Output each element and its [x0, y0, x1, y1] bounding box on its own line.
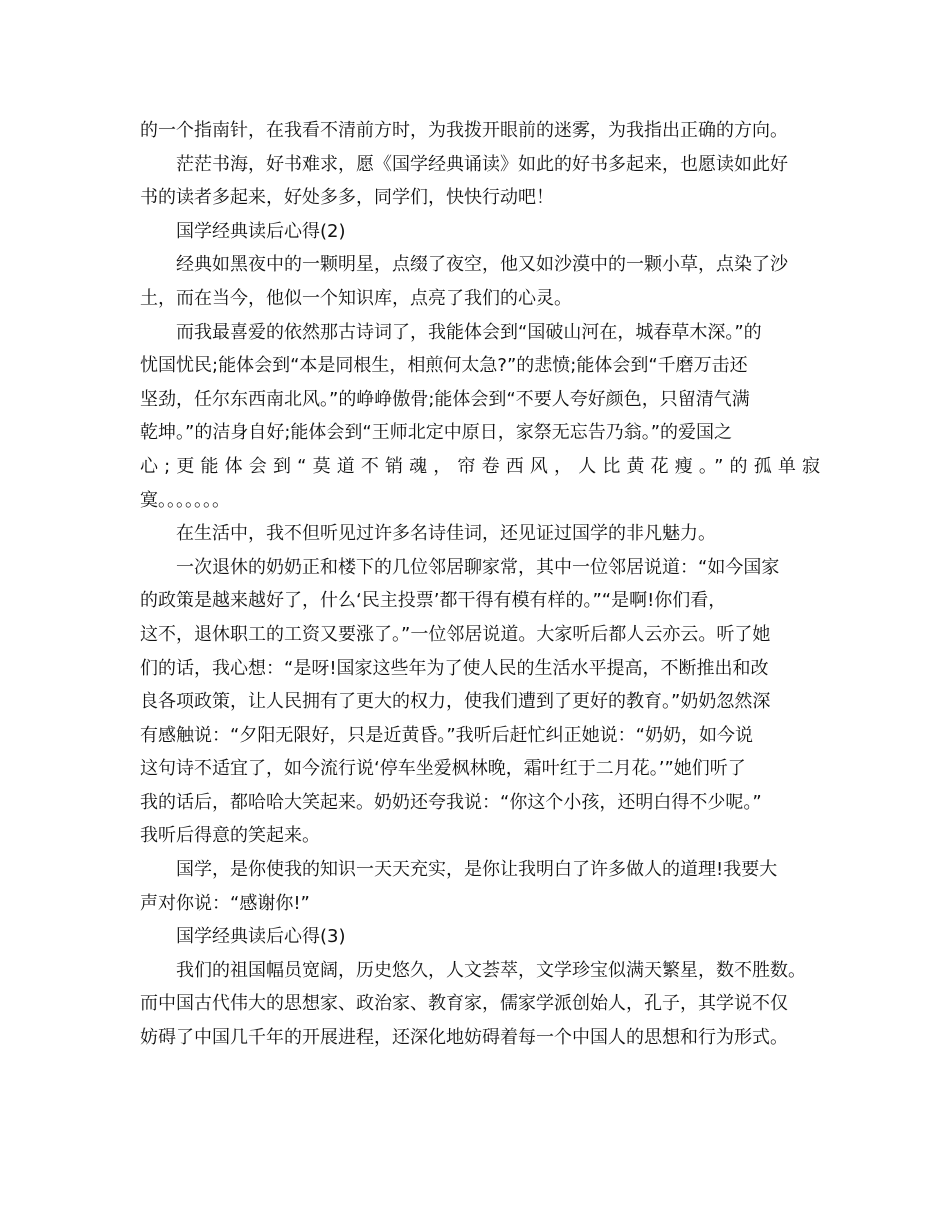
section-heading: 国学经典读后心得(3)	[176, 926, 346, 948]
text-line: 我的话后，都哈哈大笑起来。奶奶还夸我说：“你这个小孩，还明白得不少呢。”	[140, 791, 762, 813]
document-body	[140, 114, 820, 1055]
text-line: 茫茫书海，好书难求，愿《国学经典诵读》如此的好书多起来，也愿读如此好	[176, 153, 788, 175]
text-line: 我听后得意的笑起来。	[140, 825, 320, 847]
text-line: 的政策是越来越好了，什么‘民主投票’都干得有模有样的。”“是啊!你们看，	[140, 590, 727, 612]
text-line: 心;更能体会到“莫道不销魂，帘卷西风，人比黄花瘦。”的孤单寂	[140, 455, 820, 477]
text-line: 书的读者多起来，好处多多，同学们，快快行动吧！	[140, 187, 554, 209]
text-line: 这句诗不适宜了，如今流行说‘停车坐爱枫林晚，霜叶红于二月花。’”她们听了	[140, 758, 746, 780]
text-line: 的一个指南针，在我看不清前方时，为我拨开眼前的迷雾，为我指出正确的方向。	[140, 120, 788, 141]
text-line: 经典如黑夜中的一颗明星，点缀了夜空，他又如沙漠中的一颗小草，点染了沙	[176, 254, 788, 276]
text-line: 们的话，我心想：“是呀!国家这些年为了使人民的生活水平提高，不断推出和改	[140, 657, 769, 679]
text-line: 而中国古代伟大的思想家、政治家、教育家，儒家学派创始人，孔子，其学说不仅	[140, 993, 788, 1015]
text-line: 土，而在当今，他似一个知识库，点亮了我们的心灵。	[140, 287, 572, 309]
text-line: 在生活中，我不但听见过许多名诗佳词，还见证过国学的非凡魅力。	[176, 523, 716, 545]
text-line: 而我最喜爱的依然那古诗词了，我能体会到“国破山河在，城春草木深。”的	[176, 321, 762, 343]
text-line: 寞。。。。。。。	[140, 489, 230, 511]
text-line: 良各项政策，让人民拥有了更大的权力，使我们遭到了更好的教育。”奶奶忽然深	[140, 691, 771, 713]
text-line: 一次退休的奶奶正和楼下的几位邻居聊家常，其中一位邻居说道：“如今国家	[176, 556, 780, 578]
text-line: 坚劲，任尔东西南北风。”的峥峥傲骨;能体会到“不要人夸好颜色，只留清气满	[140, 388, 750, 410]
section-heading: 国学经典读后心得(2)	[176, 220, 346, 242]
text-line: 乾坤。”的洁身自好;能体会到“王师北定中原日，家祭无忘告乃翁。”的爱国之	[140, 422, 733, 444]
text-line: 忧国忧民;能体会到“本是同根生，相煎何太急?”的悲愤;能体会到“千磨万击还	[140, 355, 748, 377]
text-line: 国学，是你使我的知识一天天充实，是你让我明白了许多做人的道理!我要大	[176, 859, 778, 881]
text-line: 声对你说：“感谢你!”	[140, 892, 310, 914]
text-line: 有感触说：“夕阳无限好，只是近黄昏。”我听后赶忙纠正她说：“奶奶，如今说	[140, 724, 753, 746]
text-line: 妨碍了中国几千年的开展进程，还深化地妨碍着每一个中国人的思想和行为形式。	[140, 1027, 788, 1049]
text-line: 这不，退休职工的工资又要涨了。”一位邻居说道。大家听后都人云亦云。听了她	[140, 623, 771, 645]
text-line: 我们的祖国幅员宽阔，历史悠久，人文荟萃，文学珍宝似满天繁星，数不胜数。	[176, 959, 806, 981]
